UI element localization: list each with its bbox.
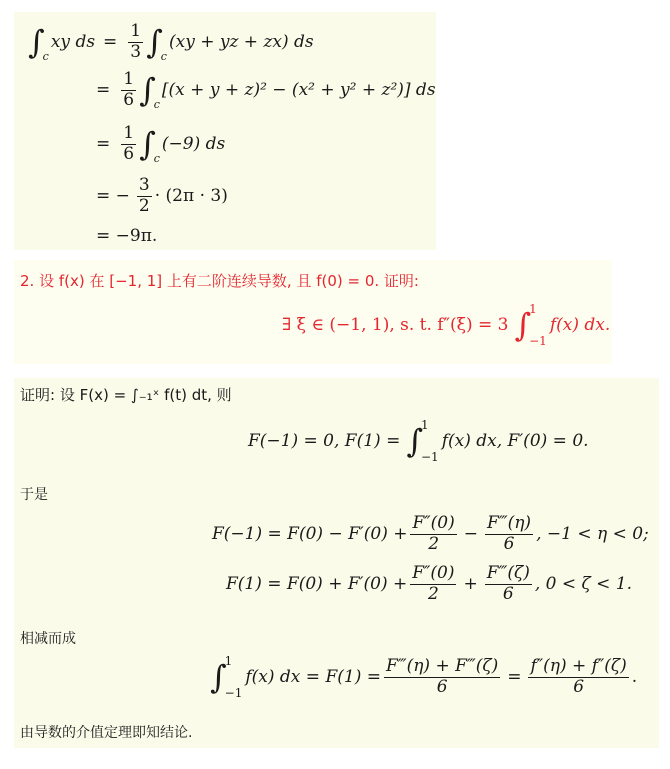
fraction-denominator: 2 (428, 533, 440, 554)
integral-sign: ∫ (139, 125, 156, 164)
proof-conclusion-text: 由导数的介值定理即知结论. (20, 725, 193, 741)
computation-line-4 (96, 176, 228, 216)
proof-intro-text: 证明: 设 F(x) = ∫₋₁ˣ f(t) dt, 则 (20, 386, 232, 404)
fraction (410, 564, 456, 604)
problem-block (14, 260, 612, 364)
proof-subtract-text: 相减而成 (20, 631, 76, 647)
formula-right: f(x) dx. (549, 315, 611, 335)
equals-sign: = (103, 32, 118, 53)
fraction (121, 124, 136, 164)
integral-sign: ∫ (28, 23, 45, 62)
expression: · (2π · 3) (154, 186, 228, 207)
fraction (485, 514, 533, 554)
fraction-numerator: F‴(η) + F‴(ζ) (385, 655, 499, 676)
upper-limit: 1 (421, 418, 429, 432)
expression: F(−1) = F(0) − F′(0) + (212, 524, 408, 545)
proof-block (14, 378, 659, 748)
proof-subtract (20, 628, 76, 648)
fraction (410, 514, 456, 554)
fraction-numerator: 1 (123, 69, 135, 89)
fraction-numerator: F‴(η) (486, 513, 532, 533)
proof-then-text: 于是 (20, 487, 48, 503)
computation-line-1 (28, 22, 314, 62)
fraction (128, 22, 143, 62)
fraction-denominator: 6 (573, 676, 585, 697)
condition: , −1 < η < 0; (536, 524, 649, 545)
period: . (631, 667, 638, 687)
lower-limit: −1 (529, 334, 547, 348)
computation-line-3 (96, 124, 225, 164)
operator: + (463, 574, 478, 595)
fraction-denominator: 6 (502, 583, 514, 604)
operator: − (463, 524, 478, 545)
proof-then (20, 484, 48, 504)
integral-sign: ∫ (514, 306, 532, 344)
problem-statement (20, 270, 419, 291)
fraction (485, 564, 532, 604)
proof-intro (20, 384, 232, 405)
condition: , 0 < ζ < 1. (534, 574, 633, 595)
integrand: [(x + y + z)² − (x² + y² + z²)] ds (161, 80, 436, 101)
fraction-numerator: 1 (130, 21, 142, 41)
equals-sign: = (96, 134, 111, 155)
integrand: xy ds (50, 32, 96, 53)
fraction-denominator: 6 (503, 533, 515, 554)
integral-sign: ∫ (139, 71, 156, 110)
fraction (384, 657, 500, 697)
integral-subscript: c (42, 49, 49, 63)
integral-sign: ∫ (146, 23, 163, 62)
fraction (137, 176, 152, 216)
fraction (528, 657, 628, 697)
integral-sign: ∫ (210, 658, 227, 696)
integrand: (−9) ds (161, 134, 226, 155)
integral-subscript: c (153, 97, 160, 111)
integral-limits (225, 654, 243, 700)
final-equation (210, 654, 637, 700)
lower-limit: −1 (224, 686, 243, 700)
fraction-denominator: 6 (123, 89, 135, 110)
computation-line-2 (96, 70, 436, 110)
upper-limit: 1 (224, 654, 233, 668)
computation-block (14, 12, 436, 250)
upper-limit: 1 (529, 302, 537, 316)
fraction-numerator: F‴(ζ) (486, 563, 530, 583)
equals-sign: = (507, 667, 522, 687)
fraction-numerator: 3 (138, 175, 150, 195)
expression: f(x) dx = F(1) = (245, 667, 381, 687)
computation-line-5 (96, 226, 157, 246)
fraction-denominator: 2 (138, 195, 150, 216)
integral-sign: ∫ (406, 422, 423, 460)
fraction-denominator: 6 (436, 676, 448, 697)
expression: = −9π. (96, 226, 158, 246)
fraction-denominator: 3 (130, 41, 142, 62)
lower-limit: −1 (421, 450, 439, 464)
expression: F(1) = F(0) + F′(0) + (226, 574, 408, 595)
taylor-expansion-1 (212, 514, 649, 554)
expression: F(−1) = 0, F(1) = (248, 431, 401, 451)
formula-left: ∃ ξ ∈ (−1, 1), s. t. f″(ξ) = 3 (282, 315, 509, 335)
proof-conclusion (20, 722, 192, 742)
proof-eq-1 (248, 418, 589, 464)
taylor-expansion-2 (226, 564, 632, 604)
fraction-numerator: f″(η) + f″(ζ) (530, 655, 627, 676)
problem-text: 2. 设 f(x) 在 [−1, 1] 上有二阶连续导数, 且 f(0) = 0. 证明: (20, 272, 419, 290)
equals-sign: = (96, 80, 111, 101)
fraction-denominator: 2 (427, 583, 439, 604)
fraction (121, 70, 136, 110)
integral-subscript: c (153, 151, 160, 165)
integral-limits (421, 418, 439, 464)
fraction-numerator: 1 (123, 123, 135, 143)
fraction-numerator: F″(0) (412, 563, 455, 583)
equals-sign: = − (96, 186, 130, 207)
fraction-numerator: F″(0) (412, 513, 455, 533)
fraction-denominator: 6 (123, 143, 135, 164)
integral-subscript: c (160, 49, 167, 63)
expression: f(x) dx, F′(0) = 0. (441, 431, 589, 451)
problem-formula (282, 302, 610, 348)
integral-limits (529, 302, 547, 348)
integrand: (xy + yz + zx) ds (168, 32, 314, 53)
